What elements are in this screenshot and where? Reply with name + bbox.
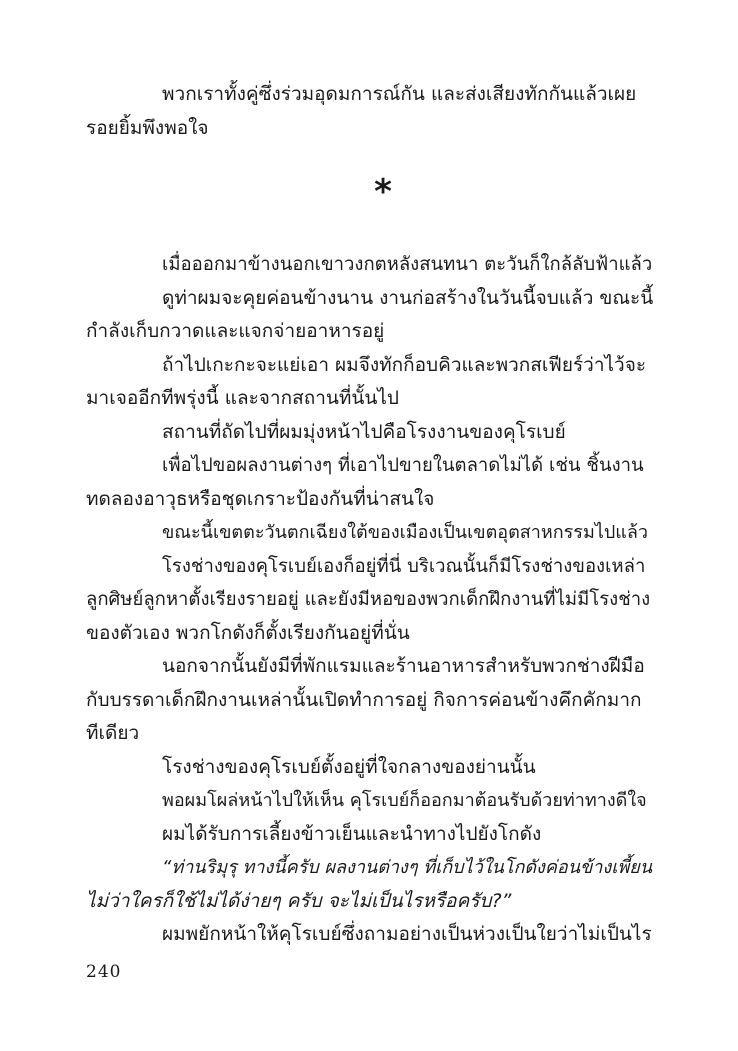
- paragraph-line: โรงช่างของคุโรเบย์ตั้งอยู่ที่ใจกลางของย่านนั้น: [162, 755, 536, 778]
- paragraph-line: โรงช่างของคุโรเบย์เองก็อยู่ที่นี่ บริเวณนั้นก็มีโรงช่างของเหล่า: [162, 555, 646, 577]
- page-body: [86, 78, 652, 952]
- paragraph-line: เมื่อออกมาข้างนอกเขาวงกตหลังสนทนา ตะวันก็ใกล้ลับฟ้าแล้ว: [162, 254, 653, 275]
- paragraph-line: พอผมโผล่หน้าไปให้เห็น คุโรเบย์ก็ออกมาต้อนรับด้วยท่าทางดีใจ: [162, 790, 647, 811]
- paragraph-line: ผมได้รับการเลี้ยงข้าวเย็นและนำทางไปยังโกดัง: [162, 822, 542, 845]
- section-break-asterisk: *: [374, 172, 392, 212]
- section-gap: [86, 227, 652, 248]
- paragraph-line: ผมพยักหน้าให้คุโรเบย์ซึ่งถามอย่างเป็นห่วงเป็นใยว่าไม่เป็นไร: [162, 923, 652, 945]
- page-number: 240: [86, 962, 122, 982]
- paragraph-line: พวกเราทั้งคู่ซึ่งร่วมอุดมการณ์กัน และส่งเสียงทักกันแล้วเผย: [162, 83, 637, 105]
- paragraph-line: นอกจากนั้นยังมีที่พักแรมและร้านอาหารสำหรับพวกช่างฝีมือ: [162, 655, 645, 677]
- paragraph-line: ถ้าไปเกะกะจะแย่เอา ผมจึงทักก็อบคิวและพวกสเฟียร์ว่าไว้จะ: [162, 353, 647, 376]
- paragraph-line: ลูกศิษย์ลูกหาตั้งเรียงรายอยู่ และยังมีหอของพวกเด็กฝึกงานที่ไม่มีโรงช่าง: [86, 589, 651, 610]
- paragraph-line: มาเจออีกทีพรุ่งนี้ และจากสถานที่นั้นไป: [86, 387, 399, 409]
- paragraph-line: กำลังเก็บกวาดและแจกจ่ายอาหารอยู่: [86, 320, 385, 342]
- paragraph-line: เพื่อไปขอผลงานต่างๆ ที่เอาไปขายในตลาดไม่ได้ เช่น ชิ้นงาน: [162, 455, 644, 476]
- paragraph-line: ของตัวเอง พวกโกดังก็ตั้งเรียงกันอยู่ที่นั่น: [86, 621, 410, 644]
- dialogue-line: ไม่ว่าใครก็ใช้ไม่ได้ง่ายๆ ครับ จะไม่เป็นไรหรือครับ?”: [86, 889, 512, 912]
- paragraph-line: กับบรรดาเด็กฝึกงานเหล่านั้นเปิดทำการอยู่ กิจการค่อนข้างคึกคักมาก: [86, 688, 642, 711]
- paragraph-line: ขณะนี้เขตตะวันตกเฉียงใต้ของเมืองเป็นเขตอุตสาหกรรมไปแล้ว: [162, 522, 649, 543]
- paragraph-line: ทดลองอาวุธหรือชุดเกราะป้องกันที่น่าสนใจ: [86, 487, 435, 510]
- paragraph-line: ทีเดียว: [86, 722, 140, 744]
- paragraph-line: ดูท่าผมจะคุยค่อนข้างนาน งานก่อสร้างในวันนี้จบแล้ว ขณะนี้: [162, 286, 654, 309]
- paragraph-line: รอยยิ้มพึงพอใจ: [86, 116, 209, 139]
- dialogue-line: “ท่านริมุรุ ทางนี้ครับ ผลงานต่างๆ ที่เก็บไว้ในโกดังค่อนข้างเพี้ยน: [162, 857, 653, 878]
- paragraph-line: สถานที่ถัดไปที่ผมมุ่งหน้าไปคือโรงงานของคุโรเบย์: [162, 420, 566, 443]
